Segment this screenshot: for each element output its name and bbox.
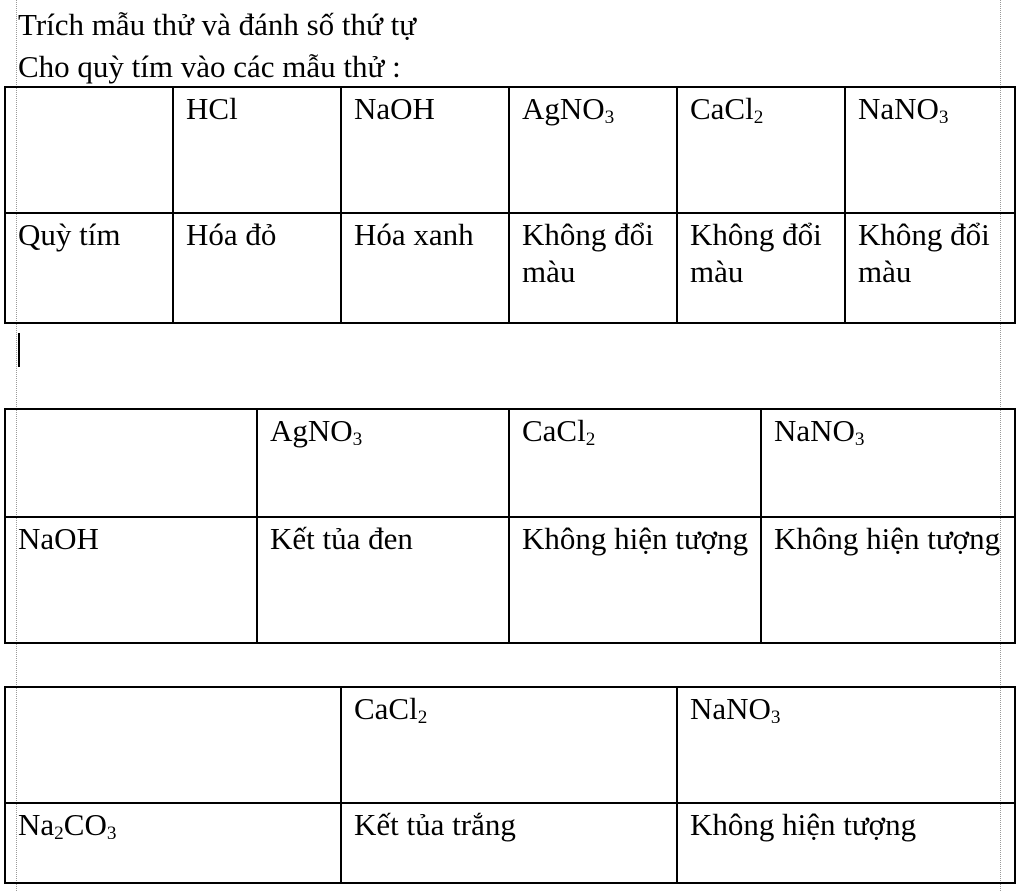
table1-corner-cell: [5, 87, 173, 213]
table2-result-cacl2: Không hiện tượng: [509, 517, 761, 643]
table3-header-cacl2: CaCl$_2$: [341, 687, 677, 803]
table1-result-naoh: Hóa xanh: [341, 213, 509, 323]
table2-header-cacl2: CaCl$_2$: [509, 409, 761, 517]
table1-header-agno3: AgNO$_3$: [509, 87, 677, 213]
table1-result-cacl2: Không đổi màu: [677, 213, 845, 323]
table3-result-cacl2: Kết tủa trắng: [341, 803, 677, 883]
intro-line-2: Cho quỳ tím vào các mẫu thử :: [18, 49, 401, 84]
table2-result-agno3: Kết tủa đen: [257, 517, 509, 643]
table1-header-nano3: NaNO$_3$: [845, 87, 1015, 213]
table1-result-hcl: Hóa đỏ: [173, 213, 341, 323]
table3-header-nano3: NaNO$_3$: [677, 687, 1015, 803]
table2-row-label: NaOH: [5, 517, 257, 643]
table3-corner-cell: [5, 687, 341, 803]
table3-row-label: $Na_2CO_3$: [5, 803, 341, 883]
table2-header-agno3: AgNO$_3$: [257, 409, 509, 517]
table1-result-agno3: Không đổi màu: [509, 213, 677, 323]
table1-header-naoh: NaOH: [341, 87, 509, 213]
text-cursor: [18, 333, 20, 367]
table2-result-nano3: Không hiện tượng: [761, 517, 1015, 643]
table1-header-hcl: HCl: [173, 87, 341, 213]
naoh-test-table: [4, 408, 1016, 644]
table1-header-cacl2: CaCl$_2$: [677, 87, 845, 213]
litmus-test-table: [4, 86, 1016, 324]
table3-result-nano3: Không hiện tượng: [677, 803, 1015, 883]
table1-result-nano3: Không đổi màu: [845, 213, 1015, 323]
table2-header-nano3: NaNO$_3$: [761, 409, 1015, 517]
na2co3-test-table: [4, 686, 1016, 884]
intro-line-1: Trích mẫu thử và đánh số thứ tự: [18, 7, 416, 42]
table2-corner-cell: [5, 409, 257, 517]
table1-row-label: Quỳ tím: [5, 213, 173, 323]
